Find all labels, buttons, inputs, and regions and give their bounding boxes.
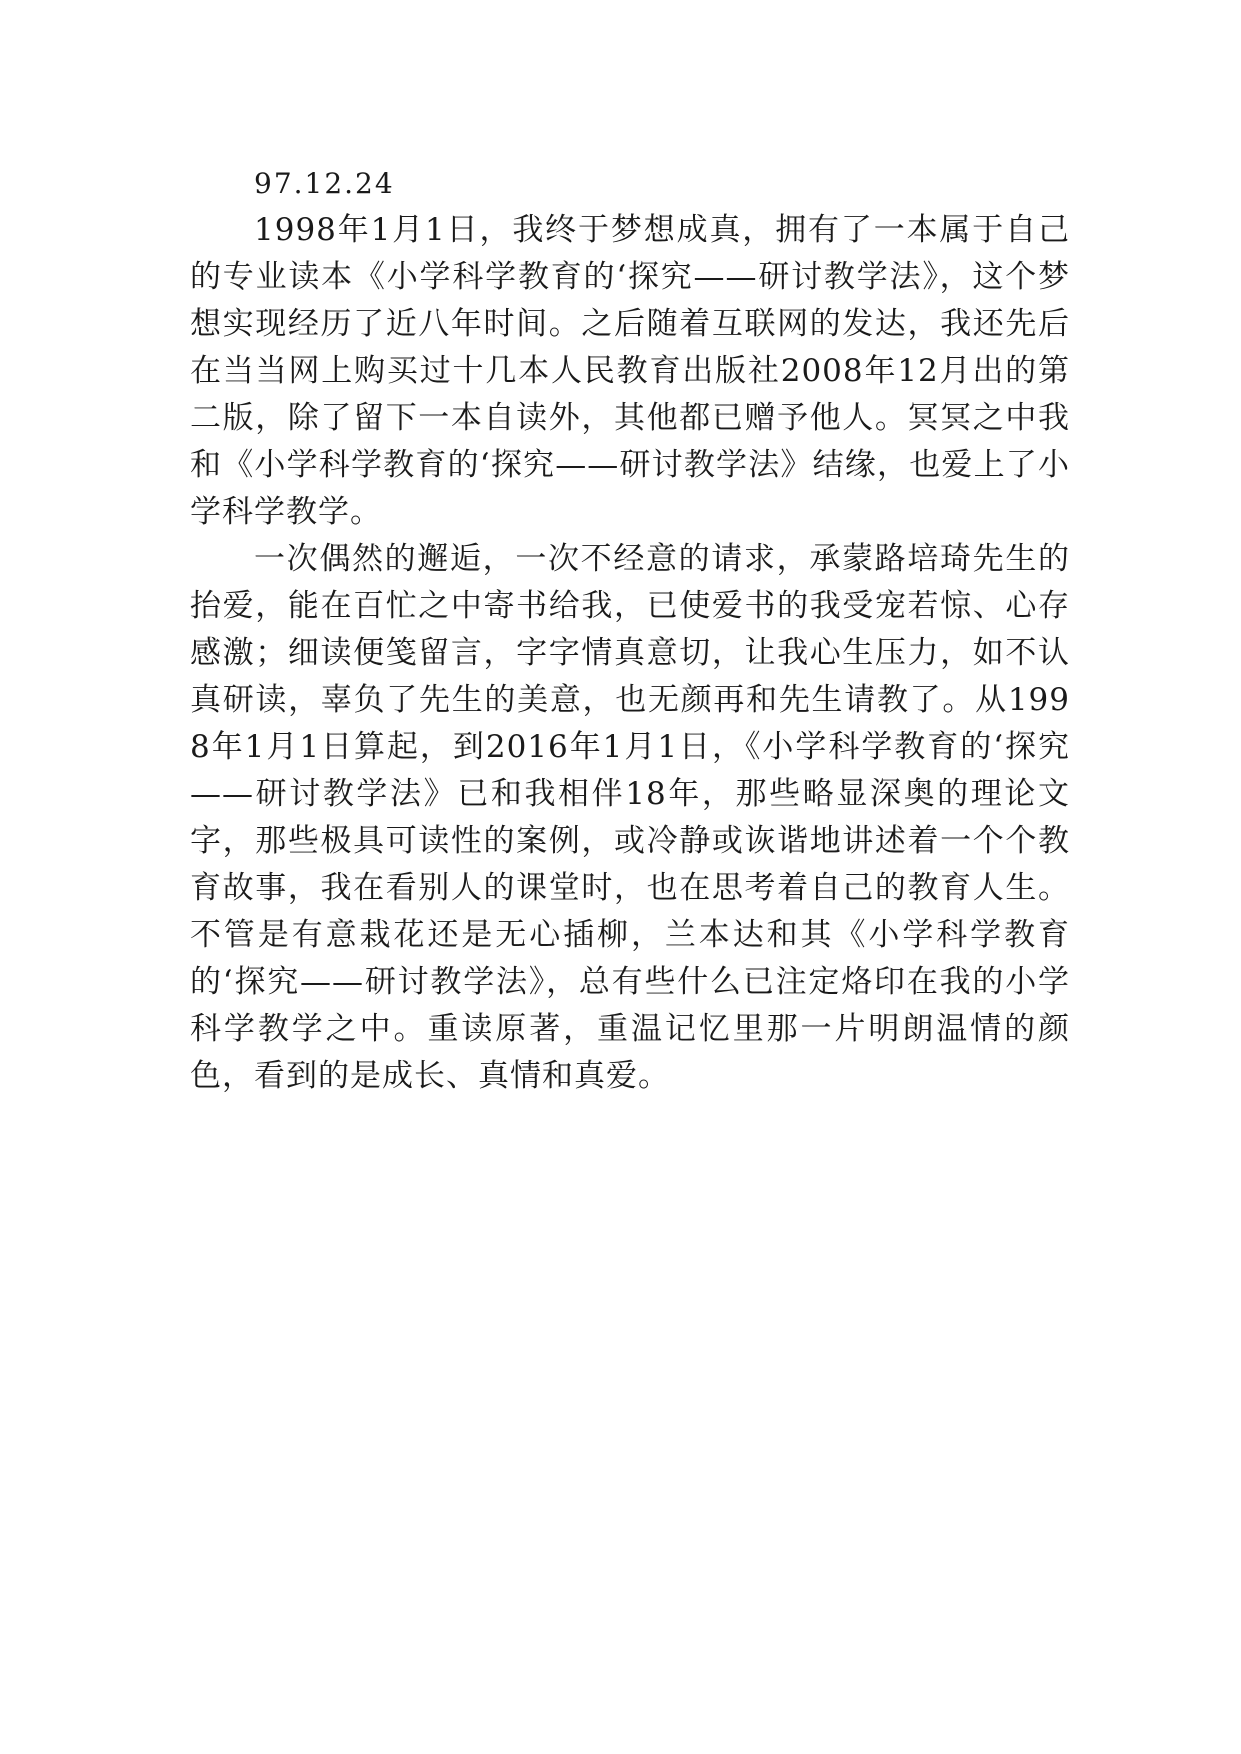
date-line: 97.12.24 xyxy=(254,167,395,200)
paragraph-1: 1998年1月1日，我终于梦想成真，拥有了一本属于自己的专业读本《小学科学教育的‘探究——研讨教学法》，这个梦想实现经历了近八年时间。之后随着互联网的发达，我还先后在当当网上购买过十几本人民教育出版社2008年12月出的第二版，除了留下一本自读外，其他都已赠予他人。冥冥之中我和《小学科学教育的‘探究——研讨教学法》结缘，也爱上了小学科学教学。 xyxy=(190,212,1070,530)
document-body xyxy=(190,160,1070,1100)
paragraph-2: 一次偶然的邂逅，一次不经意的请求，承蒙路培琦先生的抬爱，能在百忙之中寄书给我，已使爱书的我受宠若惊、心存感激；细读便笺留言，字字情真意切，让我心生压力，如不认真研读，辜负了先生的美意，也无颜再和先生请教了。从1998年1月1日算起，到2016年1月1日，《小学科学教育的‘探究——研讨教学法》已和我相伴18年，那些略显深奥的理论文字，那些极具可读性的案例，或冷静或诙谐地讲述着一个个教育故事，我在看别人的课堂时，也在思考着自己的教育人生。不管是有意栽花还是无心插柳，兰本达和其《小学科学教育的‘探究——研讨教学法》，总有些什么已注定烙印在我的小学科学教学之中。重读原著，重温记忆里那一片明朗温情的颜色，看到的是成长、真情和真爱。 xyxy=(190,541,1070,1094)
